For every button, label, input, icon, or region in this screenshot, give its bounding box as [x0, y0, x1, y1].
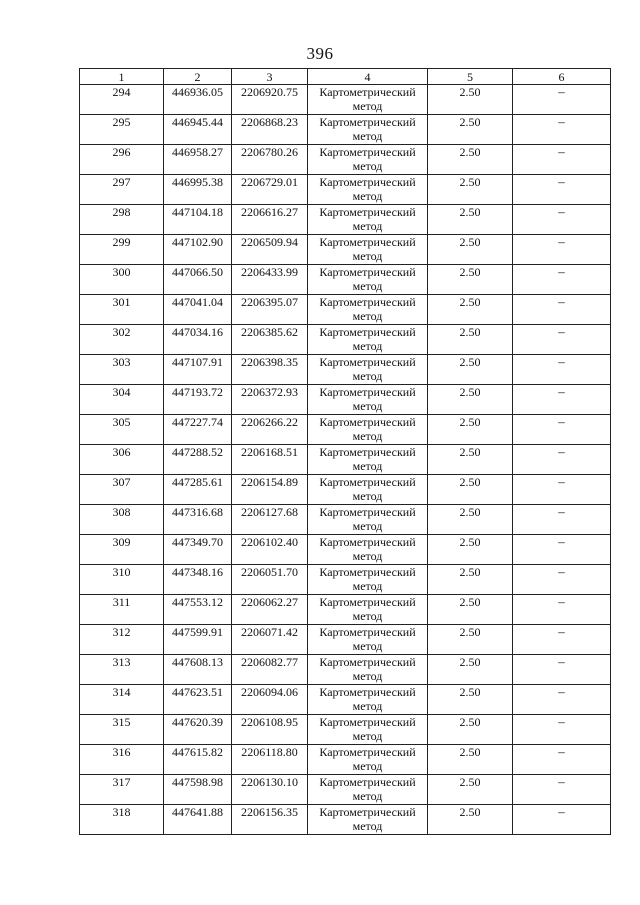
coordinate-x: 447066.50 — [164, 265, 232, 295]
table-row — [80, 595, 611, 625]
accuracy-value: 2.50 — [428, 415, 513, 445]
note-cell: – — [513, 595, 611, 625]
coordinate-y: 2206094.06 — [232, 685, 308, 715]
coordinate-x: 447623.51 — [164, 685, 232, 715]
coordinate-x: 446936.05 — [164, 85, 232, 115]
accuracy-value: 2.50 — [428, 655, 513, 685]
coordinate-y: 2206051.70 — [232, 565, 308, 595]
column-header: 1 — [80, 69, 164, 85]
table-row — [80, 295, 611, 325]
determination-method: Картометрический метод — [308, 775, 428, 805]
coordinate-x: 447620.39 — [164, 715, 232, 745]
coordinate-y: 2206868.23 — [232, 115, 308, 145]
note-cell: – — [513, 385, 611, 415]
coordinate-y: 2206920.75 — [232, 85, 308, 115]
coordinate-x: 447227.74 — [164, 415, 232, 445]
note-cell: – — [513, 415, 611, 445]
table-row — [80, 205, 611, 235]
coordinate-x: 447034.16 — [164, 325, 232, 355]
point-number: 315 — [80, 715, 164, 745]
table-row — [80, 655, 611, 685]
coordinate-y: 2206071.42 — [232, 625, 308, 655]
coordinate-y: 2206616.27 — [232, 205, 308, 235]
coordinate-y: 2206082.77 — [232, 655, 308, 685]
note-cell: – — [513, 205, 611, 235]
determination-method: Картометрический метод — [308, 805, 428, 835]
table-row — [80, 445, 611, 475]
note-cell: – — [513, 295, 611, 325]
point-number: 307 — [80, 475, 164, 505]
determination-method: Картометрический метод — [308, 445, 428, 475]
point-number: 309 — [80, 535, 164, 565]
table-row — [80, 475, 611, 505]
determination-method: Картометрический метод — [308, 685, 428, 715]
table-body — [80, 85, 611, 835]
determination-method: Картометрический метод — [308, 475, 428, 505]
accuracy-value: 2.50 — [428, 325, 513, 355]
point-number: 298 — [80, 205, 164, 235]
determination-method: Картометрический метод — [308, 655, 428, 685]
determination-method: Картометрический метод — [308, 625, 428, 655]
note-cell: – — [513, 535, 611, 565]
table-row — [80, 235, 611, 265]
coordinate-y: 2206780.26 — [232, 145, 308, 175]
note-cell: – — [513, 505, 611, 535]
note-cell: – — [513, 175, 611, 205]
coordinate-y: 2206154.89 — [232, 475, 308, 505]
note-cell: – — [513, 265, 611, 295]
determination-method: Картометрический метод — [308, 745, 428, 775]
accuracy-value: 2.50 — [428, 175, 513, 205]
point-number: 305 — [80, 415, 164, 445]
determination-method: Картометрический метод — [308, 145, 428, 175]
page-number: 396 — [306, 44, 334, 63]
point-number: 316 — [80, 745, 164, 775]
coordinate-x: 447104.18 — [164, 205, 232, 235]
determination-method: Картометрический метод — [308, 295, 428, 325]
accuracy-value: 2.50 — [428, 295, 513, 325]
determination-method: Картометрический метод — [308, 175, 428, 205]
note-cell: – — [513, 655, 611, 685]
column-header: 6 — [513, 69, 611, 85]
table-row — [80, 625, 611, 655]
table-row — [80, 685, 611, 715]
accuracy-value: 2.50 — [428, 115, 513, 145]
coordinate-x: 447598.98 — [164, 775, 232, 805]
coordinate-x: 446945.44 — [164, 115, 232, 145]
coordinate-y: 2206398.35 — [232, 355, 308, 385]
table-row — [80, 775, 611, 805]
table-row — [80, 715, 611, 745]
determination-method: Картометрический метод — [308, 235, 428, 265]
coordinate-x: 447107.91 — [164, 355, 232, 385]
note-cell: – — [513, 85, 611, 115]
determination-method: Картометрический метод — [308, 415, 428, 445]
point-number: 304 — [80, 385, 164, 415]
table-row — [80, 325, 611, 355]
coordinate-x: 447615.82 — [164, 745, 232, 775]
point-number: 314 — [80, 685, 164, 715]
table-row — [80, 565, 611, 595]
note-cell: – — [513, 325, 611, 355]
note-cell: – — [513, 805, 611, 835]
coordinate-x: 446995.38 — [164, 175, 232, 205]
accuracy-value: 2.50 — [428, 535, 513, 565]
table-row — [80, 355, 611, 385]
accuracy-value: 2.50 — [428, 505, 513, 535]
note-cell: – — [513, 115, 611, 145]
point-number: 300 — [80, 265, 164, 295]
note-cell: – — [513, 775, 611, 805]
coordinate-x: 447599.91 — [164, 625, 232, 655]
coordinate-y: 2206509.94 — [232, 235, 308, 265]
table-row — [80, 505, 611, 535]
coordinate-x: 446958.27 — [164, 145, 232, 175]
table-row — [80, 115, 611, 145]
coordinate-y: 2206395.07 — [232, 295, 308, 325]
point-number: 302 — [80, 325, 164, 355]
table-row — [80, 805, 611, 835]
note-cell: – — [513, 745, 611, 775]
coordinate-y: 2206433.99 — [232, 265, 308, 295]
point-number: 311 — [80, 595, 164, 625]
column-header: 2 — [164, 69, 232, 85]
coordinate-x: 447041.04 — [164, 295, 232, 325]
determination-method: Картометрический метод — [308, 385, 428, 415]
note-cell: – — [513, 475, 611, 505]
accuracy-value: 2.50 — [428, 625, 513, 655]
coordinate-y: 2206118.80 — [232, 745, 308, 775]
accuracy-value: 2.50 — [428, 235, 513, 265]
point-number: 306 — [80, 445, 164, 475]
coordinate-x: 447285.61 — [164, 475, 232, 505]
note-cell: – — [513, 565, 611, 595]
coordinate-x: 447316.68 — [164, 505, 232, 535]
note-cell: – — [513, 145, 611, 175]
coordinates-table — [79, 68, 611, 835]
point-number: 312 — [80, 625, 164, 655]
table-row — [80, 265, 611, 295]
accuracy-value: 2.50 — [428, 745, 513, 775]
accuracy-value: 2.50 — [428, 385, 513, 415]
coordinate-y: 2206156.35 — [232, 805, 308, 835]
point-number: 294 — [80, 85, 164, 115]
coordinate-y: 2206127.68 — [232, 505, 308, 535]
determination-method: Картометрический метод — [308, 115, 428, 145]
determination-method: Картометрический метод — [308, 595, 428, 625]
point-number: 297 — [80, 175, 164, 205]
table-row — [80, 175, 611, 205]
column-header: 3 — [232, 69, 308, 85]
accuracy-value: 2.50 — [428, 145, 513, 175]
note-cell: – — [513, 715, 611, 745]
determination-method: Картометрический метод — [308, 265, 428, 295]
table-row — [80, 745, 611, 775]
determination-method: Картометрический метод — [308, 505, 428, 535]
accuracy-value: 2.50 — [428, 445, 513, 475]
coordinate-y: 2206062.27 — [232, 595, 308, 625]
accuracy-value: 2.50 — [428, 475, 513, 505]
determination-method: Картометрический метод — [308, 535, 428, 565]
point-number: 308 — [80, 505, 164, 535]
table-row — [80, 415, 611, 445]
determination-method: Картометрический метод — [308, 565, 428, 595]
coordinate-x: 447288.52 — [164, 445, 232, 475]
table-header — [80, 69, 611, 85]
table-row — [80, 385, 611, 415]
point-number: 295 — [80, 115, 164, 145]
accuracy-value: 2.50 — [428, 775, 513, 805]
point-number: 303 — [80, 355, 164, 385]
coordinate-y: 2206372.93 — [232, 385, 308, 415]
point-number: 296 — [80, 145, 164, 175]
note-cell: – — [513, 355, 611, 385]
column-header: 4 — [308, 69, 428, 85]
coordinate-y: 2206385.62 — [232, 325, 308, 355]
determination-method: Картометрический метод — [308, 355, 428, 385]
table-row — [80, 85, 611, 115]
determination-method: Картометрический метод — [308, 85, 428, 115]
accuracy-value: 2.50 — [428, 85, 513, 115]
accuracy-value: 2.50 — [428, 685, 513, 715]
accuracy-value: 2.50 — [428, 595, 513, 625]
accuracy-value: 2.50 — [428, 265, 513, 295]
coordinate-x: 447641.88 — [164, 805, 232, 835]
point-number: 299 — [80, 235, 164, 265]
coordinate-x: 447348.16 — [164, 565, 232, 595]
coordinate-x: 447553.12 — [164, 595, 232, 625]
point-number: 310 — [80, 565, 164, 595]
determination-method: Картометрический метод — [308, 325, 428, 355]
accuracy-value: 2.50 — [428, 355, 513, 385]
point-number: 301 — [80, 295, 164, 325]
coordinate-y: 2206266.22 — [232, 415, 308, 445]
coordinate-x: 447193.72 — [164, 385, 232, 415]
coordinate-x: 447349.70 — [164, 535, 232, 565]
coordinate-x: 447608.13 — [164, 655, 232, 685]
accuracy-value: 2.50 — [428, 565, 513, 595]
accuracy-value: 2.50 — [428, 205, 513, 235]
column-header: 5 — [428, 69, 513, 85]
coordinate-y: 2206108.95 — [232, 715, 308, 745]
table-row — [80, 535, 611, 565]
point-number: 318 — [80, 805, 164, 835]
note-cell: – — [513, 625, 611, 655]
coordinate-y: 2206102.40 — [232, 535, 308, 565]
note-cell: – — [513, 445, 611, 475]
coordinate-x: 447102.90 — [164, 235, 232, 265]
determination-method: Картометрический метод — [308, 205, 428, 235]
point-number: 317 — [80, 775, 164, 805]
accuracy-value: 2.50 — [428, 715, 513, 745]
coordinate-y: 2206130.10 — [232, 775, 308, 805]
note-cell: – — [513, 685, 611, 715]
coordinate-y: 2206729.01 — [232, 175, 308, 205]
coordinate-y: 2206168.51 — [232, 445, 308, 475]
determination-method: Картометрический метод — [308, 715, 428, 745]
header-row — [80, 69, 611, 85]
note-cell: – — [513, 235, 611, 265]
table-row — [80, 145, 611, 175]
point-number: 313 — [80, 655, 164, 685]
accuracy-value: 2.50 — [428, 805, 513, 835]
